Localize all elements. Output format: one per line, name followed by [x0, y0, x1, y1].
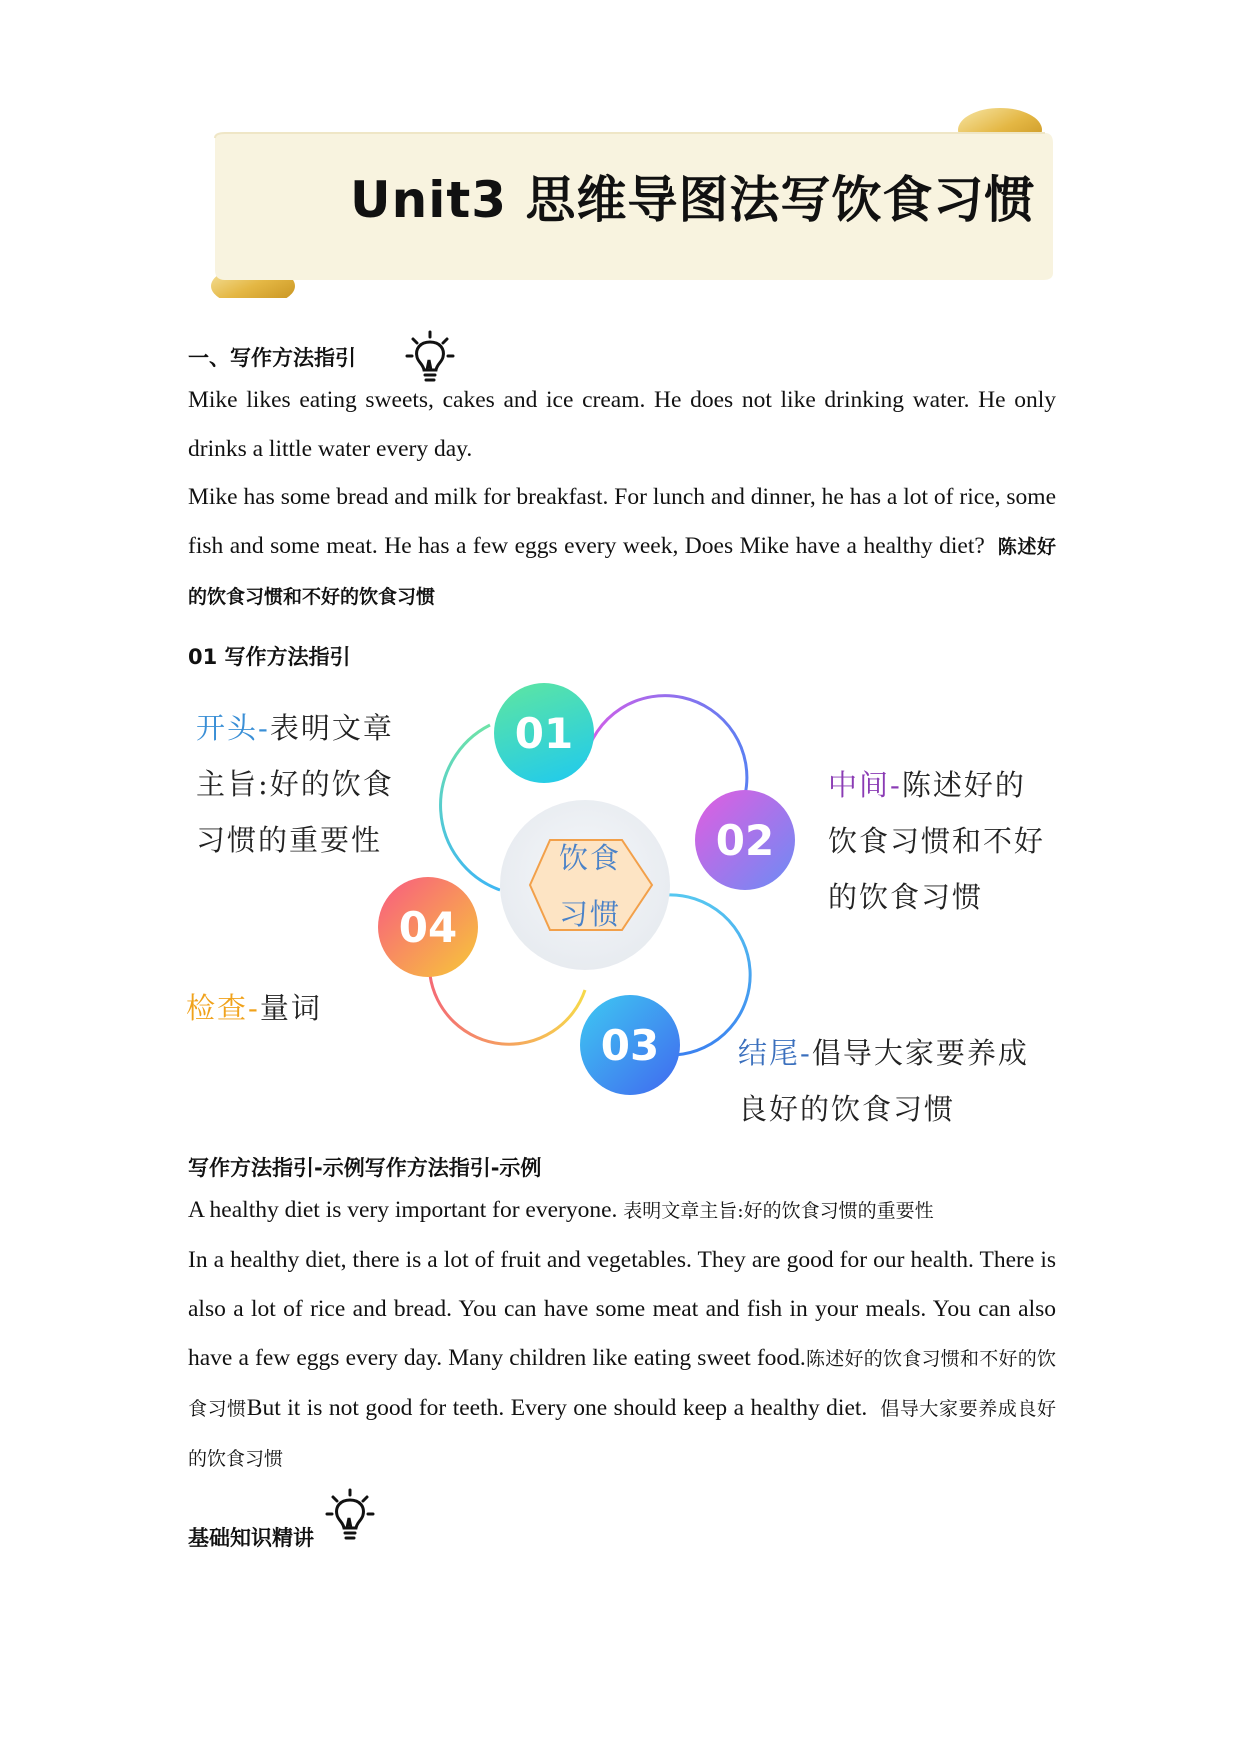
- node-01-badge: 01: [494, 683, 594, 783]
- lightbulb-icon: [325, 1488, 375, 1544]
- node-04-badge: 04: [378, 877, 478, 977]
- section-heading-basics: 基础知识精讲: [188, 1526, 314, 1550]
- example-paragraph: A healthy diet is very important for everyone. 表明文章主旨:好的饮食习惯的重要性 In a healthy diet, there is a lot of fruit and vegetables. They are good for our health. There is also a lot of rice and bread. You can have some meat and fish in your meals. You can also have a few eggs every day. Many children like eating sweet food.陈述好的饮食习惯和不好的饮食习惯But it is not good for teeth. Every one should keep a healthy diet. 倡导大家要养成良好的饮食习惯: [188, 1197, 1056, 1470]
- prompt-paragraph-2: Mike has some bread and milk for breakfast. For lunch and dinner, he has a lot of rice, some fish and some meat. He has a few eggs every week, Does Mike have a healthy diet? 陈述好的饮食习惯和不好的饮食习惯: [188, 484, 1056, 608]
- section-heading-writing-guide: 一、写作方法指引: [188, 346, 356, 370]
- node-04-text: 检查-量词: [186, 991, 322, 1025]
- node-03-badge: 03: [580, 995, 680, 1095]
- example-note-3: 倡导大家要养成良好的饮食习惯: [188, 1398, 1056, 1470]
- prompt-paragraph-1: Mike likes eating sweets, cakes and ice cream. He does not like drinking water. He only drinks a little water every day.: [188, 387, 1056, 462]
- node-02-text: 中间-陈述好的 饮食习惯和不好 的饮食习惯: [828, 768, 1046, 914]
- node-02-badge: 02: [695, 790, 795, 890]
- prompt-paragraph-2-note: 陈述好的饮食习惯和不好的饮食习惯: [188, 536, 1056, 608]
- example-note-1: 表明文章主旨:好的饮食习惯的重要性: [623, 1200, 934, 1222]
- section-heading-example: 写作方法指引-示例写作方法指引-示例: [188, 1156, 542, 1180]
- node-01-text: 开头-表明文章 主旨:好的饮食 习惯的重要性: [196, 711, 394, 857]
- example-note-2: 陈述好的饮食习惯和不好的饮食习惯: [188, 1348, 1056, 1420]
- section-heading-01: 01 写作方法指引: [188, 645, 351, 669]
- mindmap-center-label: 饮食 习惯: [558, 841, 621, 931]
- node-03-text: 结尾-倡导大家要养成 良好的饮食习惯: [738, 1036, 1029, 1126]
- page-title: Unit3 思维导图法写饮食习惯: [350, 171, 1036, 229]
